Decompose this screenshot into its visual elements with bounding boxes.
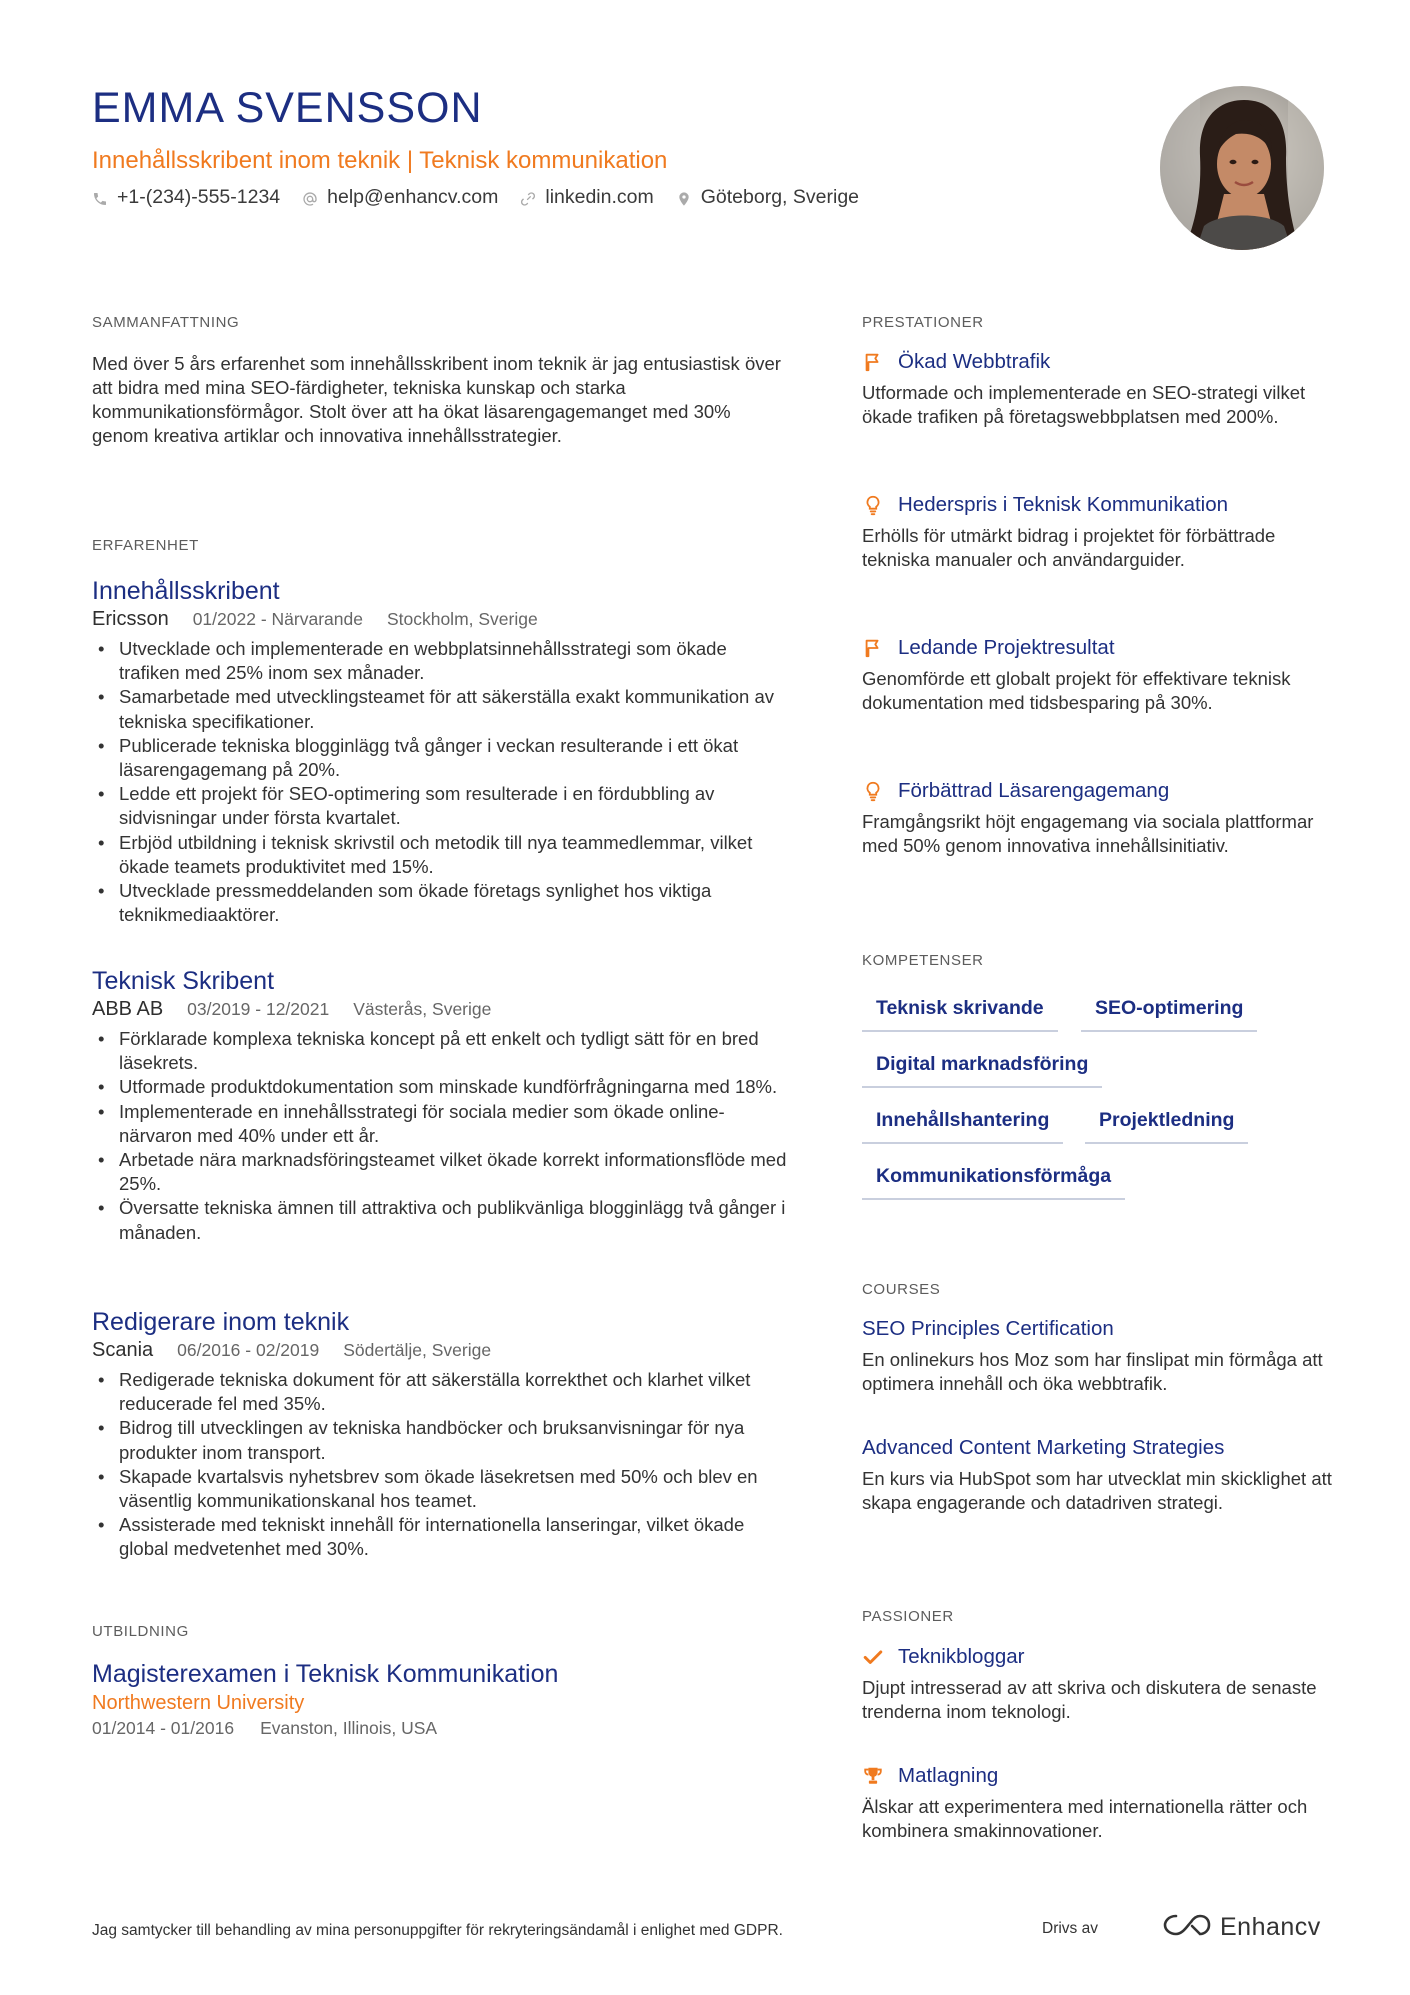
job-bullet: • Publicerade tekniska blogginlägg två gånger i veckan resulterande i ett ökat läsarengagemang på 20%. (92, 734, 792, 782)
job-entry (92, 575, 792, 927)
achievement-item (862, 493, 1332, 572)
education-meta (92, 1718, 792, 1739)
job-bullet: • Förklarade komplexa tekniska koncept på ett enkelt och tydligt sätt för en bred läsekrets. (92, 1027, 792, 1075)
enhancv-logo-icon (1162, 1910, 1212, 1945)
course-desc: En kurs via HubSpot som har utvecklat min skicklighet att skapa engagerande och datadriven strategi. (862, 1468, 1332, 1514)
avatar (1160, 86, 1324, 250)
achievement-item (862, 636, 1332, 715)
achievement-title: Ledande Projektresultat (898, 636, 1115, 659)
brand-logo-link[interactable] (1162, 1910, 1321, 1945)
job-bullet: • Samarbetade med utvecklingsteamet för att säkerställa exakt kommunikation av tekniska specifikationer. (92, 685, 792, 733)
passion-desc: Älskar att experimentera med internationella rätter och kombinera smakinnovationer. (862, 1796, 1308, 1842)
skill-tag: SEO-optimering (1081, 997, 1257, 1032)
job-meta (92, 1339, 792, 1362)
job-meta (92, 998, 792, 1021)
flag-icon (862, 351, 884, 373)
passion-item (862, 1645, 1332, 1724)
achievement-title: Ökad Webbtrafik (898, 350, 1051, 373)
job-bullets (92, 1027, 792, 1245)
achievements-section-title: PRESTATIONER (862, 314, 984, 331)
contact-linkedin[interactable] (520, 186, 653, 209)
achievement-desc: Erhölls för utmärkt bidrag i projektet för förbättrade tekniska manualer och användarguider. (862, 525, 1276, 571)
job-company: ABB AB (92, 998, 164, 1020)
job-bullet: • Erbjöd utbildning i teknisk skrivstil och metodik till nya teammedlemmar, vilket ökade teamets produktivitet med 15%. (92, 831, 792, 879)
location-pin-icon (676, 190, 692, 206)
candidate-name: EMMA SVENSSON (92, 84, 483, 132)
job-bullet: • Bidrog till utvecklingen av tekniska handböcker och bruksanvisningar för nya produkter inom transport. (92, 1416, 792, 1464)
education-location: Evanston, Illinois, USA (260, 1718, 438, 1738)
gdpr-consent: Jag samtycker till behandling av mina personuppgifter för rekryteringsändamål i enlighet med GDPR. (92, 1922, 783, 1939)
job-company: Ericsson (92, 608, 169, 630)
contact-location (676, 186, 859, 209)
contact-phone[interactable] (92, 186, 280, 209)
trophy-icon (862, 1765, 884, 1787)
passions-section-title: PASSIONER (862, 1608, 954, 1625)
achievement-title: Hederspris i Teknisk Kommunikation (898, 493, 1229, 516)
job-dates: 06/2016 - 02/2019 (177, 1340, 320, 1360)
achievement-desc: Utformade och implementerade en SEO-strategi vilket ökade trafiken på företagswebbplatsen med 200%. (862, 382, 1306, 428)
passion-desc: Djupt intresserad av att skriva och diskutera de senaste trenderna inom teknologi. (862, 1677, 1317, 1723)
passion-title: Teknikbloggar (898, 1645, 1025, 1668)
phone-icon (92, 190, 108, 206)
job-entry (92, 1306, 792, 1562)
job-bullet: • Utvecklade och implementerade en webbplatsinnehållsstrategi som ökade trafiken med 25% inom sex månader. (92, 637, 792, 685)
job-bullet: • Utformade produktdokumentation som minskade kundförfrågningarna med 18%. (92, 1075, 792, 1099)
education-degree: Magisterexamen i Teknisk Kommunikation (92, 1660, 559, 1688)
job-bullet: • Assisterade med tekniskt innehåll för internationella lanseringar, vilket ökade global medvetenhet med 30%. (92, 1513, 792, 1561)
course-item (862, 1436, 1342, 1515)
summary-text: Med över 5 års erfarenhet som innehållsskribent inom teknik är jag entusiastisk över att bidra med mina SEO-färdigheter, tekniska kunskap och starka kommunikationsförmågor. Stolt över att ha ökat läsarengagemanget med 30% genom kreativa artiklar och innovativa innehållsstrategier. (92, 353, 781, 446)
achievement-item (862, 779, 1332, 858)
flag-icon (862, 637, 884, 659)
education-section-title: UTBILDNING (92, 1623, 189, 1640)
checkmark-icon (862, 1646, 884, 1668)
job-bullet: • Ledde ett projekt för SEO-optimering som resulterade i en fördubbling av sidvisningar under första kvartalet. (92, 782, 792, 830)
powered-by-label: Drivs av (1042, 1920, 1098, 1937)
job-bullets (92, 1368, 792, 1562)
at-icon (302, 190, 318, 206)
course-desc: En onlinekurs hos Moz som har finslipat min förmåga att optimera innehåll och öka webbtrafik. (862, 1349, 1323, 1395)
passion-title: Matlagning (898, 1764, 999, 1787)
job-company: Scania (92, 1339, 154, 1361)
achievement-desc: Framgångsrikt höjt engagemang via sociala plattformar med 50% genom innovativa innehållsinitiativ. (862, 811, 1314, 857)
job-bullet: • Översatte tekniska ämnen till attraktiva och publikvänliga blogginlägg två gånger i månaden. (92, 1196, 792, 1244)
skills-section-title: KOMPETENSER (862, 952, 984, 969)
course-title: Advanced Content Marketing Strategies (862, 1436, 1225, 1459)
skill-tag: Digital marknadsföring (862, 1053, 1102, 1088)
education-dates: 01/2014 - 01/2016 (92, 1718, 235, 1738)
link-icon (520, 190, 536, 206)
skill-tag: Kommunikationsförmåga (862, 1165, 1125, 1200)
skill-tag: Innehållshantering (862, 1109, 1063, 1144)
job-title: Innehållsskribent (92, 577, 280, 605)
contact-location-text: Göteborg, Sverige (700, 186, 860, 208)
skill-tag: Teknisk skrivande (862, 997, 1058, 1032)
job-bullet: • Redigerade tekniska dokument för att säkerställa korrekthet och klarhet vilket reducerade fel med 35%. (92, 1368, 792, 1416)
course-item (862, 1317, 1342, 1396)
summary-section-title: SAMMANFATTNING (92, 314, 240, 331)
contact-bar (92, 186, 859, 209)
skill-tag: Projektledning (1085, 1109, 1248, 1144)
job-entry (92, 965, 792, 1245)
education-entry (92, 1658, 792, 1739)
experience-section-title: ERFARENHET (92, 537, 199, 554)
job-location: Södertälje, Sverige (343, 1340, 492, 1360)
achievement-title: Förbättrad Läsarengagemang (898, 779, 1170, 802)
brand-name: Enhancv (1220, 1913, 1321, 1941)
achievement-desc: Genomförde ett globalt projekt för effektivare teknisk dokumentation med tidsbesparing på 30%. (862, 668, 1291, 714)
lightbulb-icon (862, 494, 884, 516)
contact-email-text: help@enhancv.com (327, 186, 499, 208)
job-dates: 01/2022 - Närvarande (192, 609, 363, 629)
contact-email[interactable] (302, 186, 498, 209)
job-title: Redigerare inom teknik (92, 1308, 350, 1336)
course-title: SEO Principles Certification (862, 1317, 1114, 1340)
job-dates: 03/2019 - 12/2021 (187, 999, 330, 1019)
job-title: Teknisk Skribent (92, 967, 275, 995)
courses-section-title: COURSES (862, 1281, 941, 1298)
job-bullet: • Utvecklade pressmeddelanden som ökade företags synlighet hos viktiga teknikmediaaktörer. (92, 879, 792, 927)
job-bullet: • Arbetade nära marknadsföringsteamet vilket ökade korrekt informationsflöde med 25%. (92, 1148, 792, 1196)
job-meta (92, 608, 792, 631)
job-bullet: • Implementerade en innehållsstrategi för sociala medier som ökade online-närvaron med 40% under ett år. (92, 1100, 792, 1148)
passion-item (862, 1764, 1332, 1843)
contact-linkedin-text: linkedin.com (545, 186, 654, 208)
lightbulb-icon (862, 780, 884, 802)
achievement-item (862, 350, 1332, 429)
education-school: Northwestern University (92, 1692, 305, 1714)
contact-phone-text: +1-(234)-555-1234 (117, 186, 281, 208)
candidate-headline: Innehållsskribent inom teknik | Teknisk kommunikation (92, 147, 668, 174)
job-bullets (92, 637, 792, 927)
job-location: Västerås, Sverige (353, 999, 492, 1019)
job-location: Stockholm, Sverige (386, 609, 538, 629)
job-bullet: • Skapade kvartalsvis nyhetsbrev som ökade läsekretsen med 50% och blev en väsentlig kommunikationskanal hos teamet. (92, 1465, 792, 1513)
